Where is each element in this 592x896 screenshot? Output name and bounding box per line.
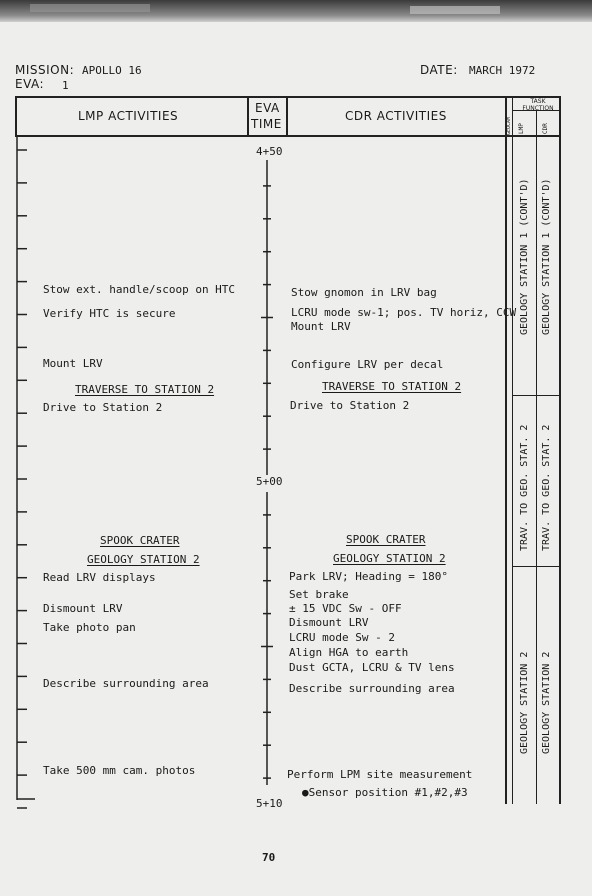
lmp-activity: Take photo pan bbox=[43, 621, 136, 634]
date-label: DATE: bbox=[420, 63, 458, 77]
task-lmp-geology-2: GEOLOGY STATION 2 bbox=[519, 651, 530, 754]
eva-label: EVA: bbox=[15, 77, 45, 91]
cdr-activity-text: Sensor position #1,#2,#3 bbox=[308, 786, 468, 799]
eva-time-header: TIME bbox=[251, 117, 282, 131]
mission-value: APOLLO 16 bbox=[82, 64, 142, 77]
cdr-activities-header: CDR ACTIVITIES bbox=[345, 109, 447, 123]
cdr-activity: LCRU mode sw-1; pos. TV horiz, CCW bbox=[291, 306, 517, 319]
page-number: 70 bbox=[262, 851, 276, 864]
cdr-activity bbox=[302, 786, 468, 799]
lmp-activity: Mount LRV bbox=[43, 357, 103, 370]
task-cdr-geology-2: GEOLOGY STATION 2 bbox=[541, 651, 552, 754]
cdr-activity: ± 15 VDC Sw - OFF bbox=[289, 602, 402, 615]
lmp-activity: Drive to Station 2 bbox=[43, 401, 163, 414]
cdr-activity: Perform LPM site measurement bbox=[287, 768, 473, 781]
cdr-activity: Align HGA to earth bbox=[289, 646, 409, 659]
lmp-activity: Verify HTC is secure bbox=[43, 307, 176, 320]
cdr-activity: Describe surrounding area bbox=[289, 682, 455, 695]
cdr-activity: Park LRV; Heading = 180° bbox=[289, 570, 448, 583]
eva-value: 1 bbox=[62, 79, 69, 92]
cdr-activity: Dust GCTA, LCRU & TV lens bbox=[289, 661, 455, 674]
cdr-activity: LCRU mode Sw - 2 bbox=[289, 631, 395, 644]
lmp-activity: Take 500 mm cam. photos bbox=[43, 764, 196, 777]
cdr-activity: Dismount LRV bbox=[289, 616, 369, 629]
lmp-activity: Dismount LRV bbox=[43, 602, 123, 615]
cdr-activity: Set brake bbox=[289, 588, 349, 601]
lmp-crater-heading: SPOOK CRATER bbox=[100, 534, 180, 547]
task-lmp-traverse: TRAV. TO GEO. STAT. 2 bbox=[519, 424, 530, 551]
cdr-traverse-heading: TRAVERSE TO STATION 2 bbox=[322, 380, 462, 393]
lmp-activity: Describe surrounding area bbox=[43, 677, 209, 690]
bullet-icon: ● bbox=[302, 786, 309, 799]
lmp-station-heading: GEOLOGY STATION 2 bbox=[87, 553, 200, 566]
lmp-activities-header: LMP ACTIVITIES bbox=[78, 109, 179, 123]
time-5-00: 5+00 bbox=[256, 475, 283, 488]
cdr-activity: Drive to Station 2 bbox=[290, 399, 410, 412]
cdr-crater-heading: SPOOK CRATER bbox=[346, 533, 426, 546]
cdr-station-heading: GEOLOGY STATION 2 bbox=[333, 552, 446, 565]
task-cdr-traverse: TRAV. TO GEO. STAT. 2 bbox=[541, 424, 552, 551]
cdr-activity: Stow gnomon in LRV bag bbox=[291, 286, 437, 299]
lmp-activity: Stow ext. handle/scoop on HTC bbox=[43, 283, 236, 296]
date-value: MARCH 1972 bbox=[469, 64, 536, 77]
geocam-header: GEOCAM bbox=[506, 116, 512, 135]
task-cdr-header: CDR bbox=[542, 123, 549, 134]
task-function-header: TASK FUNCTION bbox=[522, 98, 554, 112]
cdr-activity: Configure LRV per decal bbox=[291, 358, 444, 371]
task-lmp-geology-1: GEOLOGY STATION 1 (CONT'D) bbox=[519, 178, 530, 335]
lmp-activity: Read LRV displays bbox=[43, 571, 156, 584]
mission-label: MISSION: bbox=[15, 63, 75, 77]
lmp-traverse-heading: TRAVERSE TO STATION 2 bbox=[75, 383, 215, 396]
task-cdr-geology-1: GEOLOGY STATION 1 (CONT'D) bbox=[541, 178, 552, 335]
eva-time-header: EVA bbox=[255, 101, 280, 115]
time-4-50: 4+50 bbox=[256, 145, 283, 158]
task-lmp-header: LMP bbox=[518, 123, 525, 134]
time-5-10: 5+10 bbox=[256, 797, 283, 810]
cdr-activity: Mount LRV bbox=[291, 320, 351, 333]
